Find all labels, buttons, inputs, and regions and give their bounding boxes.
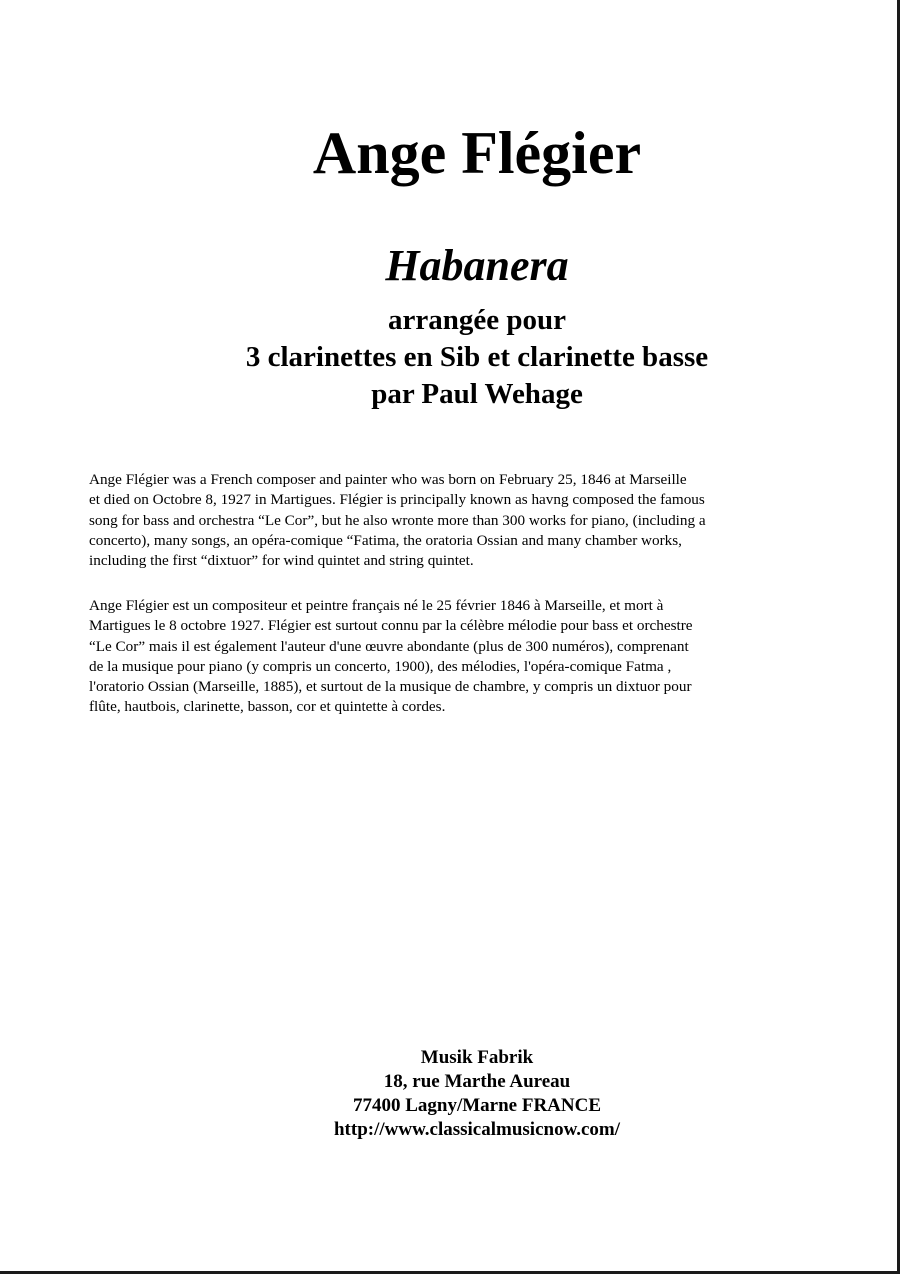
bio-line: Ange Flégier est un compositeur et peintre français né le 25 février 1846 à Marseille, et mort à	[89, 597, 664, 614]
publisher-city: 77400 Lagny/Marne FRANCE	[352, 1095, 602, 1116]
bio-line: de la musique pour piano (y compris un concerto, 1900), des mélodies, l'opéra-comique Fatma ,	[89, 657, 672, 675]
bio-line: “Le Cor” mais il est également l'auteur d'une œuvre abondante (plus de 300 numéros), comprenant	[89, 637, 689, 655]
publisher-address	[0, 1046, 900, 1142]
bio-line: concerto), many songs, an opéra-comique “Fatima, the oratoria Ossian and many chamber works,	[89, 531, 682, 549]
bio-line: Martigues le 8 octobre 1927. Flégier est surtout connu par la célèbre mélodie pour bass et orchestre	[89, 617, 693, 635]
biography-english	[89, 470, 839, 571]
bio-line: flûte, hautbois, clarinette, basson, cor et quintette à cordes.	[89, 698, 446, 716]
biography-french	[89, 596, 839, 718]
bio-line: l'oratorio Ossian (Marseille, 1885), et surtout de la musique de chambre, y compris un dixtuor pour	[89, 678, 692, 696]
work-title: Habanera	[385, 241, 569, 290]
publisher-street: 18, rue Marthe Aureau	[383, 1071, 571, 1092]
arrangement-line: 3 clarinettes en Sib et clarinette basse	[245, 341, 709, 373]
composer-name: Ange Flégier	[312, 120, 642, 186]
publisher-name: Musik Fabrik	[420, 1047, 534, 1068]
bio-line: including the first “dixtuor” for wind quintet and string quintet.	[89, 552, 474, 570]
bio-line: song for bass and orchestra “Le Cor”, but he also wronte more than 300 works for piano, (including a	[89, 511, 706, 529]
arrangement-line: arrangée pour	[388, 304, 566, 336]
bio-line: Ange Flégier was a French composer and painter who was born on February 25, 1846 at Marseille	[89, 471, 687, 488]
arrangement-info	[0, 302, 900, 413]
arrangement-line: par Paul Wehage	[371, 378, 583, 410]
bio-line: et died on Octobre 8, 1927 in Martigues. Flégier is principally known as havng composed the famous	[89, 491, 705, 509]
publisher-url[interactable]: http://www.classicalmusicnow.com/	[333, 1119, 621, 1140]
